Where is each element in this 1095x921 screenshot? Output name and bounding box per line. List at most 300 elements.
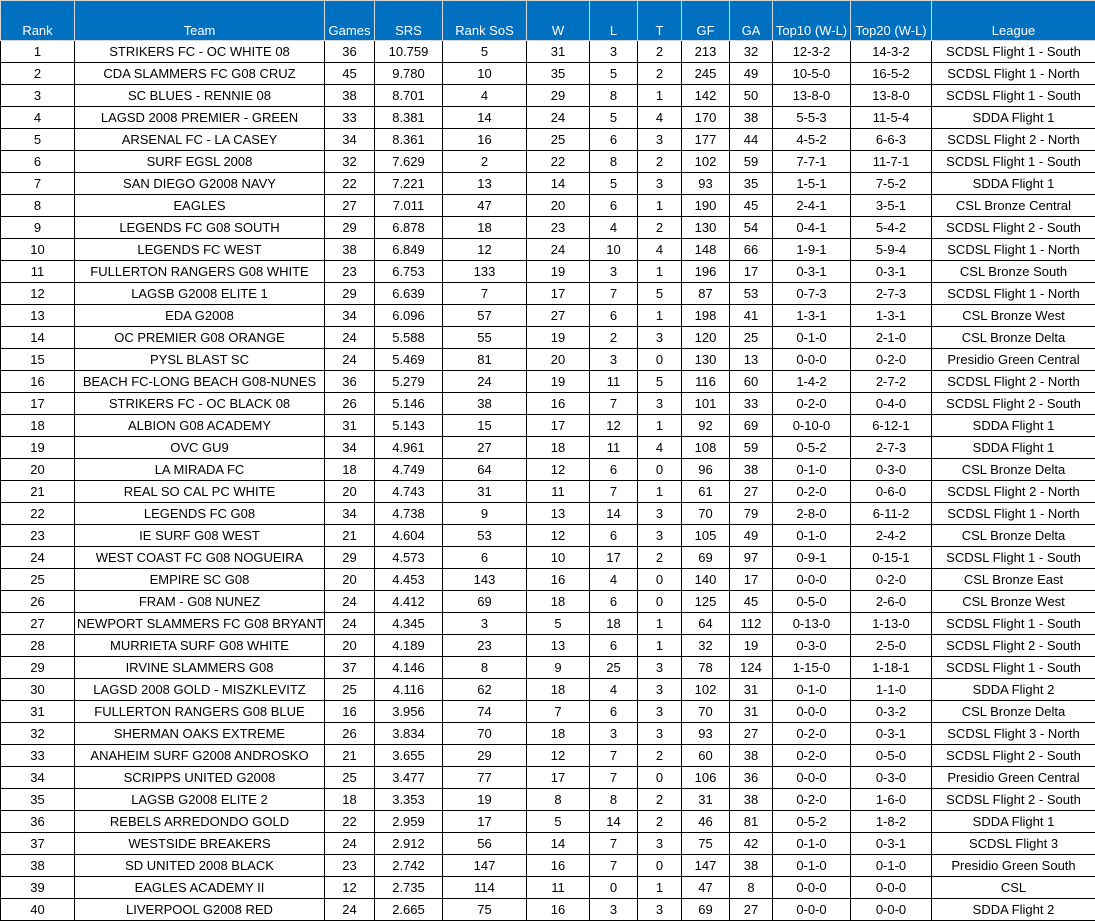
cell-wins: 20 xyxy=(527,349,590,371)
cell-league: SCDSL Flight 1 - South xyxy=(932,151,1095,173)
cell-rank: 13 xyxy=(1,305,75,327)
cell-rank-sos: 57 xyxy=(443,305,527,327)
cell-rank-sos: 55 xyxy=(443,327,527,349)
cell-league: SCDSL Flight 1 - South xyxy=(932,613,1095,635)
cell-team: LEGENDS FC G08 SOUTH xyxy=(75,217,325,239)
cell-top20-record: 3-5-1 xyxy=(851,195,932,217)
column-header-losses: L xyxy=(590,1,638,41)
cell-ties: 2 xyxy=(638,151,682,173)
table-row xyxy=(1,811,1095,833)
cell-league: SCDSL Flight 2 - South xyxy=(932,635,1095,657)
cell-rank: 19 xyxy=(1,437,75,459)
cell-wins: 16 xyxy=(527,569,590,591)
cell-games: 18 xyxy=(325,789,375,811)
cell-srs: 5.146 xyxy=(375,393,443,415)
cell-rank: 31 xyxy=(1,701,75,723)
cell-team: REBELS ARREDONDO GOLD xyxy=(75,811,325,833)
cell-wins: 12 xyxy=(527,459,590,481)
cell-top10-record: 0-4-1 xyxy=(773,217,851,239)
cell-top10-record: 0-9-1 xyxy=(773,547,851,569)
cell-goals-for: 142 xyxy=(682,85,730,107)
header-row xyxy=(1,1,1095,41)
cell-goals-for: 47 xyxy=(682,877,730,899)
cell-goals-for: 60 xyxy=(682,745,730,767)
cell-goals-for: 125 xyxy=(682,591,730,613)
cell-team: BEACH FC-LONG BEACH G08-NUNES xyxy=(75,371,325,393)
cell-top10-record: 0-5-0 xyxy=(773,591,851,613)
cell-ties: 3 xyxy=(638,723,682,745)
cell-league: CSL xyxy=(932,877,1095,899)
cell-srs: 3.655 xyxy=(375,745,443,767)
cell-top20-record: 0-15-1 xyxy=(851,547,932,569)
cell-team: LAGSD 2008 PREMIER - GREEN xyxy=(75,107,325,129)
cell-rank-sos: 27 xyxy=(443,437,527,459)
cell-goals-against: 27 xyxy=(730,481,773,503)
cell-wins: 13 xyxy=(527,503,590,525)
cell-goals-for: 46 xyxy=(682,811,730,833)
cell-srs: 3.956 xyxy=(375,701,443,723)
cell-rank-sos: 29 xyxy=(443,745,527,767)
table-header xyxy=(1,1,1095,41)
cell-games: 20 xyxy=(325,635,375,657)
cell-goals-against: 81 xyxy=(730,811,773,833)
cell-rank-sos: 81 xyxy=(443,349,527,371)
cell-top20-record: 0-3-1 xyxy=(851,723,932,745)
cell-rank-sos: 56 xyxy=(443,833,527,855)
cell-losses: 6 xyxy=(590,635,638,657)
cell-losses: 6 xyxy=(590,305,638,327)
cell-ties: 0 xyxy=(638,591,682,613)
cell-games: 26 xyxy=(325,393,375,415)
cell-ties: 1 xyxy=(638,195,682,217)
cell-games: 22 xyxy=(325,173,375,195)
cell-ties: 1 xyxy=(638,613,682,635)
cell-goals-for: 93 xyxy=(682,173,730,195)
cell-league: SCDSL Flight 1 - North xyxy=(932,63,1095,85)
cell-losses: 5 xyxy=(590,107,638,129)
cell-ties: 1 xyxy=(638,85,682,107)
cell-rank-sos: 9 xyxy=(443,503,527,525)
cell-top20-record: 6-6-3 xyxy=(851,129,932,151)
cell-losses: 3 xyxy=(590,723,638,745)
cell-rank: 9 xyxy=(1,217,75,239)
table-row xyxy=(1,437,1095,459)
cell-league: SDDA Flight 1 xyxy=(932,811,1095,833)
cell-wins: 11 xyxy=(527,877,590,899)
cell-top20-record: 0-5-0 xyxy=(851,745,932,767)
cell-losses: 17 xyxy=(590,547,638,569)
cell-srs: 2.735 xyxy=(375,877,443,899)
table-row xyxy=(1,525,1095,547)
cell-srs: 4.749 xyxy=(375,459,443,481)
cell-team: LEGENDS FC WEST xyxy=(75,239,325,261)
cell-goals-for: 92 xyxy=(682,415,730,437)
cell-rank: 27 xyxy=(1,613,75,635)
cell-losses: 8 xyxy=(590,789,638,811)
cell-rank-sos: 24 xyxy=(443,371,527,393)
cell-team: SD UNITED 2008 BLACK xyxy=(75,855,325,877)
cell-goals-against: 44 xyxy=(730,129,773,151)
cell-goals-for: 130 xyxy=(682,349,730,371)
table-row xyxy=(1,877,1095,899)
cell-team: FULLERTON RANGERS G08 BLUE xyxy=(75,701,325,723)
cell-ties: 3 xyxy=(638,503,682,525)
cell-losses: 7 xyxy=(590,833,638,855)
cell-rank-sos: 13 xyxy=(443,173,527,195)
cell-goals-against: 17 xyxy=(730,261,773,283)
cell-losses: 18 xyxy=(590,613,638,635)
table-row xyxy=(1,855,1095,877)
cell-games: 38 xyxy=(325,239,375,261)
cell-ties: 4 xyxy=(638,437,682,459)
cell-losses: 7 xyxy=(590,393,638,415)
cell-rank-sos: 5 xyxy=(443,41,527,63)
cell-losses: 3 xyxy=(590,41,638,63)
cell-games: 23 xyxy=(325,261,375,283)
cell-rank: 36 xyxy=(1,811,75,833)
cell-goals-against: 31 xyxy=(730,701,773,723)
column-header-rank: Rank xyxy=(1,1,75,41)
cell-rank-sos: 75 xyxy=(443,899,527,921)
cell-srs: 8.701 xyxy=(375,85,443,107)
cell-rank: 15 xyxy=(1,349,75,371)
cell-goals-against: 112 xyxy=(730,613,773,635)
cell-league: SCDSL Flight 1 - South xyxy=(932,657,1095,679)
table-row xyxy=(1,767,1095,789)
cell-league: SCDSL Flight 2 - South xyxy=(932,789,1095,811)
cell-ties: 2 xyxy=(638,217,682,239)
cell-top20-record: 0-4-0 xyxy=(851,393,932,415)
cell-goals-against: 19 xyxy=(730,635,773,657)
cell-losses: 10 xyxy=(590,239,638,261)
cell-league: SCDSL Flight 1 - North xyxy=(932,239,1095,261)
cell-srs: 5.588 xyxy=(375,327,443,349)
cell-ties: 1 xyxy=(638,877,682,899)
cell-top20-record: 2-1-0 xyxy=(851,327,932,349)
cell-goals-for: 32 xyxy=(682,635,730,657)
cell-goals-against: 25 xyxy=(730,327,773,349)
cell-rank-sos: 70 xyxy=(443,723,527,745)
cell-top20-record: 0-3-1 xyxy=(851,833,932,855)
cell-ties: 3 xyxy=(638,899,682,921)
cell-games: 37 xyxy=(325,657,375,679)
cell-wins: 8 xyxy=(527,789,590,811)
cell-league: SCDSL Flight 2 - North xyxy=(932,481,1095,503)
cell-team: SAN DIEGO G2008 NAVY xyxy=(75,173,325,195)
cell-league: CSL Bronze East xyxy=(932,569,1095,591)
cell-top10-record: 0-2-0 xyxy=(773,481,851,503)
cell-top20-record: 11-7-1 xyxy=(851,151,932,173)
cell-team: STRIKERS FC - OC BLACK 08 xyxy=(75,393,325,415)
cell-wins: 13 xyxy=(527,635,590,657)
cell-losses: 4 xyxy=(590,679,638,701)
cell-goals-for: 69 xyxy=(682,899,730,921)
cell-goals-for: 87 xyxy=(682,283,730,305)
cell-team: OC PREMIER G08 ORANGE xyxy=(75,327,325,349)
cell-top10-record: 1-3-1 xyxy=(773,305,851,327)
cell-losses: 7 xyxy=(590,855,638,877)
cell-top20-record: 1-3-1 xyxy=(851,305,932,327)
cell-losses: 7 xyxy=(590,481,638,503)
cell-losses: 6 xyxy=(590,525,638,547)
cell-losses: 4 xyxy=(590,217,638,239)
cell-rank-sos: 18 xyxy=(443,217,527,239)
table-row xyxy=(1,613,1095,635)
cell-goals-against: 8 xyxy=(730,877,773,899)
table-row xyxy=(1,151,1095,173)
cell-rank-sos: 14 xyxy=(443,107,527,129)
cell-games: 24 xyxy=(325,613,375,635)
cell-games: 38 xyxy=(325,85,375,107)
cell-wins: 19 xyxy=(527,261,590,283)
cell-srs: 4.146 xyxy=(375,657,443,679)
cell-goals-for: 102 xyxy=(682,679,730,701)
cell-team: LIVERPOOL G2008 RED xyxy=(75,899,325,921)
cell-wins: 5 xyxy=(527,613,590,635)
column-header-games: Games xyxy=(325,1,375,41)
cell-losses: 3 xyxy=(590,261,638,283)
cell-losses: 8 xyxy=(590,151,638,173)
cell-goals-against: 53 xyxy=(730,283,773,305)
cell-league: CSL Bronze West xyxy=(932,591,1095,613)
cell-losses: 8 xyxy=(590,85,638,107)
table-row xyxy=(1,657,1095,679)
cell-rank: 4 xyxy=(1,107,75,129)
cell-top20-record: 16-5-2 xyxy=(851,63,932,85)
table-row xyxy=(1,41,1095,63)
cell-goals-against: 49 xyxy=(730,525,773,547)
cell-rank: 16 xyxy=(1,371,75,393)
cell-rank: 25 xyxy=(1,569,75,591)
cell-league: SCDSL Flight 2 - South xyxy=(932,217,1095,239)
cell-goals-for: 61 xyxy=(682,481,730,503)
cell-wins: 5 xyxy=(527,811,590,833)
cell-top20-record: 14-3-2 xyxy=(851,41,932,63)
cell-games: 36 xyxy=(325,41,375,63)
cell-league: SCDSL Flight 1 - North xyxy=(932,283,1095,305)
cell-srs: 4.453 xyxy=(375,569,443,591)
cell-srs: 4.189 xyxy=(375,635,443,657)
cell-goals-for: 70 xyxy=(682,701,730,723)
cell-goals-for: 213 xyxy=(682,41,730,63)
cell-goals-against: 13 xyxy=(730,349,773,371)
cell-losses: 14 xyxy=(590,811,638,833)
cell-losses: 6 xyxy=(590,701,638,723)
cell-ties: 5 xyxy=(638,371,682,393)
table-row xyxy=(1,283,1095,305)
table-row xyxy=(1,85,1095,107)
cell-team: LEGENDS FC G08 xyxy=(75,503,325,525)
cell-ties: 4 xyxy=(638,239,682,261)
cell-ties: 2 xyxy=(638,41,682,63)
cell-rank: 35 xyxy=(1,789,75,811)
cell-top20-record: 0-2-0 xyxy=(851,349,932,371)
cell-losses: 0 xyxy=(590,877,638,899)
cell-goals-against: 42 xyxy=(730,833,773,855)
cell-wins: 31 xyxy=(527,41,590,63)
table-body xyxy=(1,41,1095,921)
cell-goals-for: 198 xyxy=(682,305,730,327)
cell-league: SDDA Flight 2 xyxy=(932,899,1095,921)
cell-team: PYSL BLAST SC xyxy=(75,349,325,371)
column-header-goals-for: GF xyxy=(682,1,730,41)
cell-games: 21 xyxy=(325,525,375,547)
cell-wins: 27 xyxy=(527,305,590,327)
cell-losses: 6 xyxy=(590,195,638,217)
cell-top10-record: 0-2-0 xyxy=(773,789,851,811)
cell-goals-against: 50 xyxy=(730,85,773,107)
cell-ties: 2 xyxy=(638,745,682,767)
cell-team: NEWPORT SLAMMERS FC G08 BRYANT xyxy=(75,613,325,635)
cell-goals-for: 106 xyxy=(682,767,730,789)
cell-srs: 4.116 xyxy=(375,679,443,701)
cell-games: 18 xyxy=(325,459,375,481)
cell-top20-record: 0-1-0 xyxy=(851,855,932,877)
cell-rank-sos: 31 xyxy=(443,481,527,503)
cell-ties: 1 xyxy=(638,305,682,327)
cell-league: CSL Bronze Delta xyxy=(932,459,1095,481)
cell-srs: 6.096 xyxy=(375,305,443,327)
cell-wins: 19 xyxy=(527,371,590,393)
cell-srs: 8.381 xyxy=(375,107,443,129)
cell-top20-record: 6-11-2 xyxy=(851,503,932,525)
cell-team: WEST COAST FC G08 NOGUEIRA xyxy=(75,547,325,569)
cell-team: SC BLUES - RENNIE 08 xyxy=(75,85,325,107)
cell-rank-sos: 16 xyxy=(443,129,527,151)
cell-top20-record: 6-12-1 xyxy=(851,415,932,437)
cell-rank-sos: 15 xyxy=(443,415,527,437)
cell-team: LAGSB G2008 ELITE 1 xyxy=(75,283,325,305)
cell-league: SDDA Flight 1 xyxy=(932,107,1095,129)
cell-goals-for: 70 xyxy=(682,503,730,525)
cell-srs: 4.961 xyxy=(375,437,443,459)
cell-losses: 12 xyxy=(590,415,638,437)
cell-games: 29 xyxy=(325,547,375,569)
cell-wins: 25 xyxy=(527,129,590,151)
column-header-rank-sos: Rank SoS xyxy=(443,1,527,41)
cell-losses: 11 xyxy=(590,371,638,393)
cell-srs: 6.753 xyxy=(375,261,443,283)
cell-wins: 16 xyxy=(527,899,590,921)
cell-rank: 33 xyxy=(1,745,75,767)
cell-ties: 2 xyxy=(638,63,682,85)
cell-wins: 14 xyxy=(527,173,590,195)
cell-ties: 3 xyxy=(638,701,682,723)
cell-games: 32 xyxy=(325,151,375,173)
table-row xyxy=(1,239,1095,261)
cell-rank-sos: 38 xyxy=(443,393,527,415)
cell-rank-sos: 10 xyxy=(443,63,527,85)
cell-games: 12 xyxy=(325,877,375,899)
cell-goals-against: 36 xyxy=(730,767,773,789)
cell-team: LAGSD 2008 GOLD - MISZKLEVITZ xyxy=(75,679,325,701)
cell-goals-for: 170 xyxy=(682,107,730,129)
cell-league: SCDSL Flight 3 xyxy=(932,833,1095,855)
cell-rank: 38 xyxy=(1,855,75,877)
table-row xyxy=(1,63,1095,85)
cell-rank: 39 xyxy=(1,877,75,899)
cell-team: EMPIRE SC G08 xyxy=(75,569,325,591)
cell-games: 34 xyxy=(325,503,375,525)
cell-goals-against: 59 xyxy=(730,151,773,173)
cell-league: SCDSL Flight 2 - South xyxy=(932,745,1095,767)
table-row xyxy=(1,789,1095,811)
cell-goals-against: 31 xyxy=(730,679,773,701)
cell-goals-for: 116 xyxy=(682,371,730,393)
cell-wins: 17 xyxy=(527,283,590,305)
cell-top10-record: 0-1-0 xyxy=(773,855,851,877)
cell-top10-record: 10-5-0 xyxy=(773,63,851,85)
cell-league: SCDSL Flight 2 - South xyxy=(932,393,1095,415)
table-row xyxy=(1,547,1095,569)
cell-goals-against: 97 xyxy=(730,547,773,569)
cell-losses: 6 xyxy=(590,459,638,481)
cell-rank-sos: 69 xyxy=(443,591,527,613)
cell-goals-against: 38 xyxy=(730,789,773,811)
column-header-wins: W xyxy=(527,1,590,41)
cell-top10-record: 0-0-0 xyxy=(773,877,851,899)
cell-top20-record: 1-8-2 xyxy=(851,811,932,833)
cell-ties: 4 xyxy=(638,107,682,129)
cell-top20-record: 0-2-0 xyxy=(851,569,932,591)
cell-goals-for: 108 xyxy=(682,437,730,459)
cell-goals-for: 31 xyxy=(682,789,730,811)
cell-srs: 3.477 xyxy=(375,767,443,789)
cell-wins: 16 xyxy=(527,393,590,415)
cell-wins: 16 xyxy=(527,855,590,877)
cell-rank: 7 xyxy=(1,173,75,195)
cell-top10-record: 0-1-0 xyxy=(773,833,851,855)
cell-ties: 1 xyxy=(638,261,682,283)
cell-games: 21 xyxy=(325,745,375,767)
cell-team: LA MIRADA FC xyxy=(75,459,325,481)
table-row xyxy=(1,129,1095,151)
cell-league: SCDSL Flight 1 - South xyxy=(932,547,1095,569)
cell-top10-record: 13-8-0 xyxy=(773,85,851,107)
table-row xyxy=(1,503,1095,525)
cell-srs: 7.011 xyxy=(375,195,443,217)
cell-ties: 1 xyxy=(638,415,682,437)
column-header-ties: T xyxy=(638,1,682,41)
cell-top20-record: 1-1-0 xyxy=(851,679,932,701)
cell-srs: 5.279 xyxy=(375,371,443,393)
cell-goals-against: 33 xyxy=(730,393,773,415)
table-row xyxy=(1,459,1095,481)
cell-team: IRVINE SLAMMERS G08 xyxy=(75,657,325,679)
cell-wins: 18 xyxy=(527,723,590,745)
cell-league: Presidio Green South xyxy=(932,855,1095,877)
cell-rank: 11 xyxy=(1,261,75,283)
cell-team: SURF EGSL 2008 xyxy=(75,151,325,173)
cell-wins: 18 xyxy=(527,591,590,613)
cell-top10-record: 0-13-0 xyxy=(773,613,851,635)
cell-wins: 11 xyxy=(527,481,590,503)
cell-league: SCDSL Flight 3 - North xyxy=(932,723,1095,745)
cell-rank: 8 xyxy=(1,195,75,217)
cell-rank: 37 xyxy=(1,833,75,855)
cell-top20-record: 2-7-3 xyxy=(851,437,932,459)
cell-top10-record: 0-10-0 xyxy=(773,415,851,437)
cell-goals-against: 32 xyxy=(730,41,773,63)
cell-ties: 3 xyxy=(638,679,682,701)
cell-wins: 22 xyxy=(527,151,590,173)
cell-rank: 34 xyxy=(1,767,75,789)
cell-games: 45 xyxy=(325,63,375,85)
cell-goals-against: 69 xyxy=(730,415,773,437)
table-row xyxy=(1,415,1095,437)
cell-ties: 2 xyxy=(638,547,682,569)
cell-top20-record: 0-3-0 xyxy=(851,459,932,481)
